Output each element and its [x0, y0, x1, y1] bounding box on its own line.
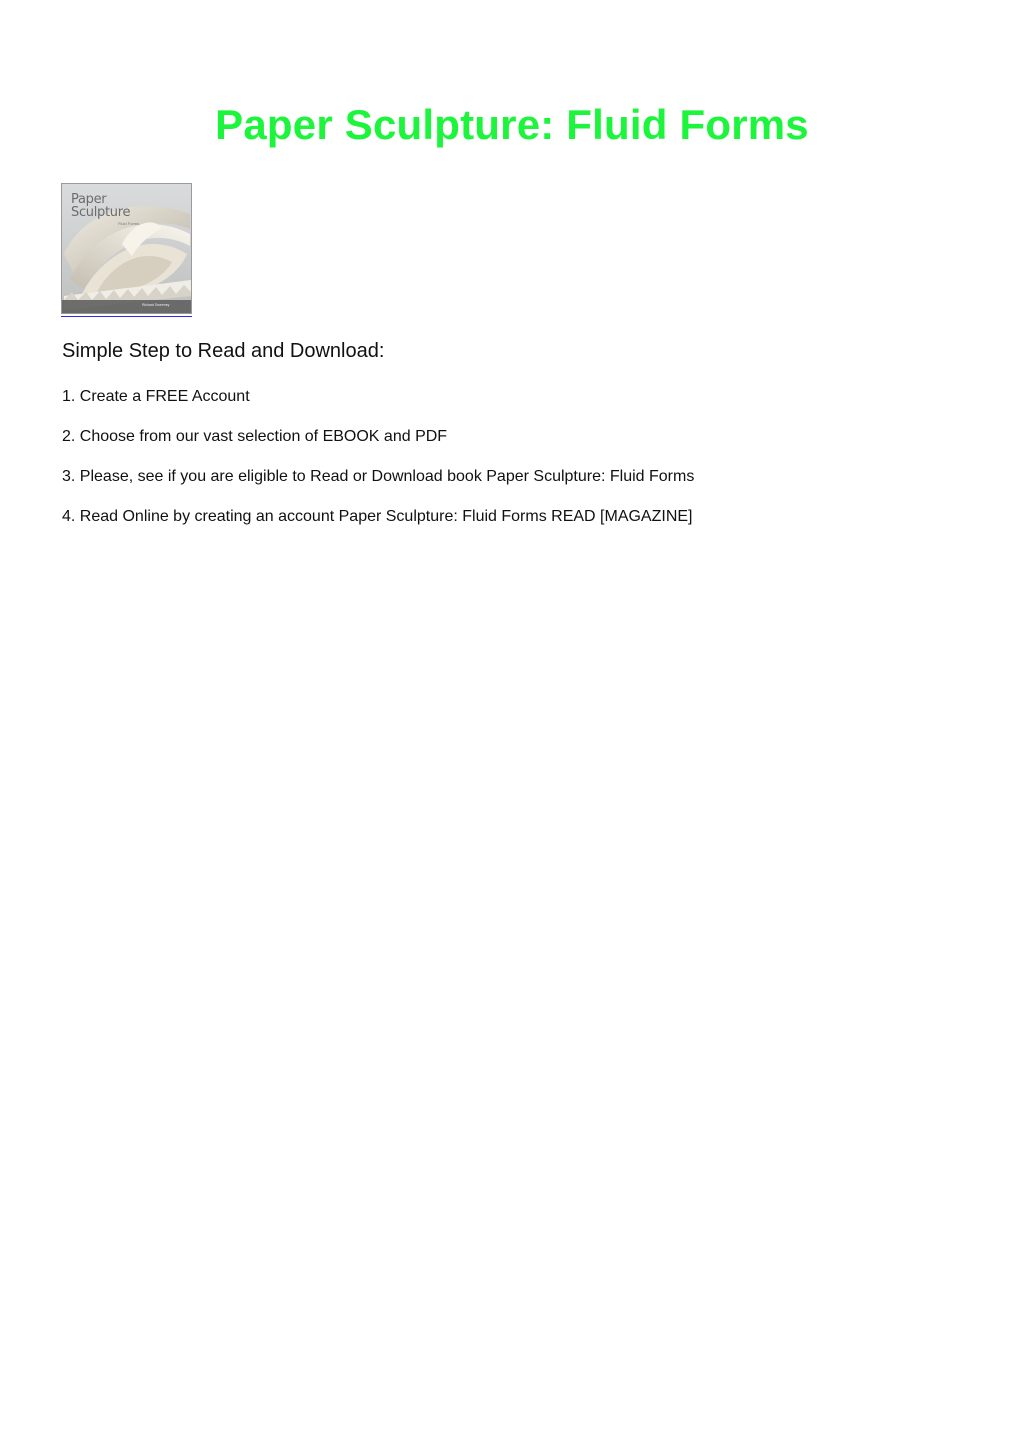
book-cover-link[interactable]: [61, 183, 192, 317]
cover-subtitle: Fluid Forms: [118, 221, 140, 226]
cover-author: Richard Sweeney: [142, 303, 170, 307]
book-cover-image: [61, 183, 192, 314]
step-item: 2. Choose from our vast selection of EBOOK and PDF: [62, 428, 448, 445]
step-item: 4. Read Online by creating an account Paper Sculpture: Fluid Forms READ [MAGAZINE]: [62, 508, 693, 525]
section-heading: Simple Step to Read and Download:: [62, 340, 385, 362]
steps-list: [62, 387, 694, 547]
page-title: Paper Sculpture: Fluid Forms: [215, 101, 809, 148]
step-item: 3. Please, see if you are eligible to Read or Download book Paper Sculpture: Fluid Forms: [62, 468, 695, 485]
step-item: 1. Create a FREE Account: [62, 388, 250, 405]
cover-title: Paper Sculpture: [71, 192, 131, 220]
